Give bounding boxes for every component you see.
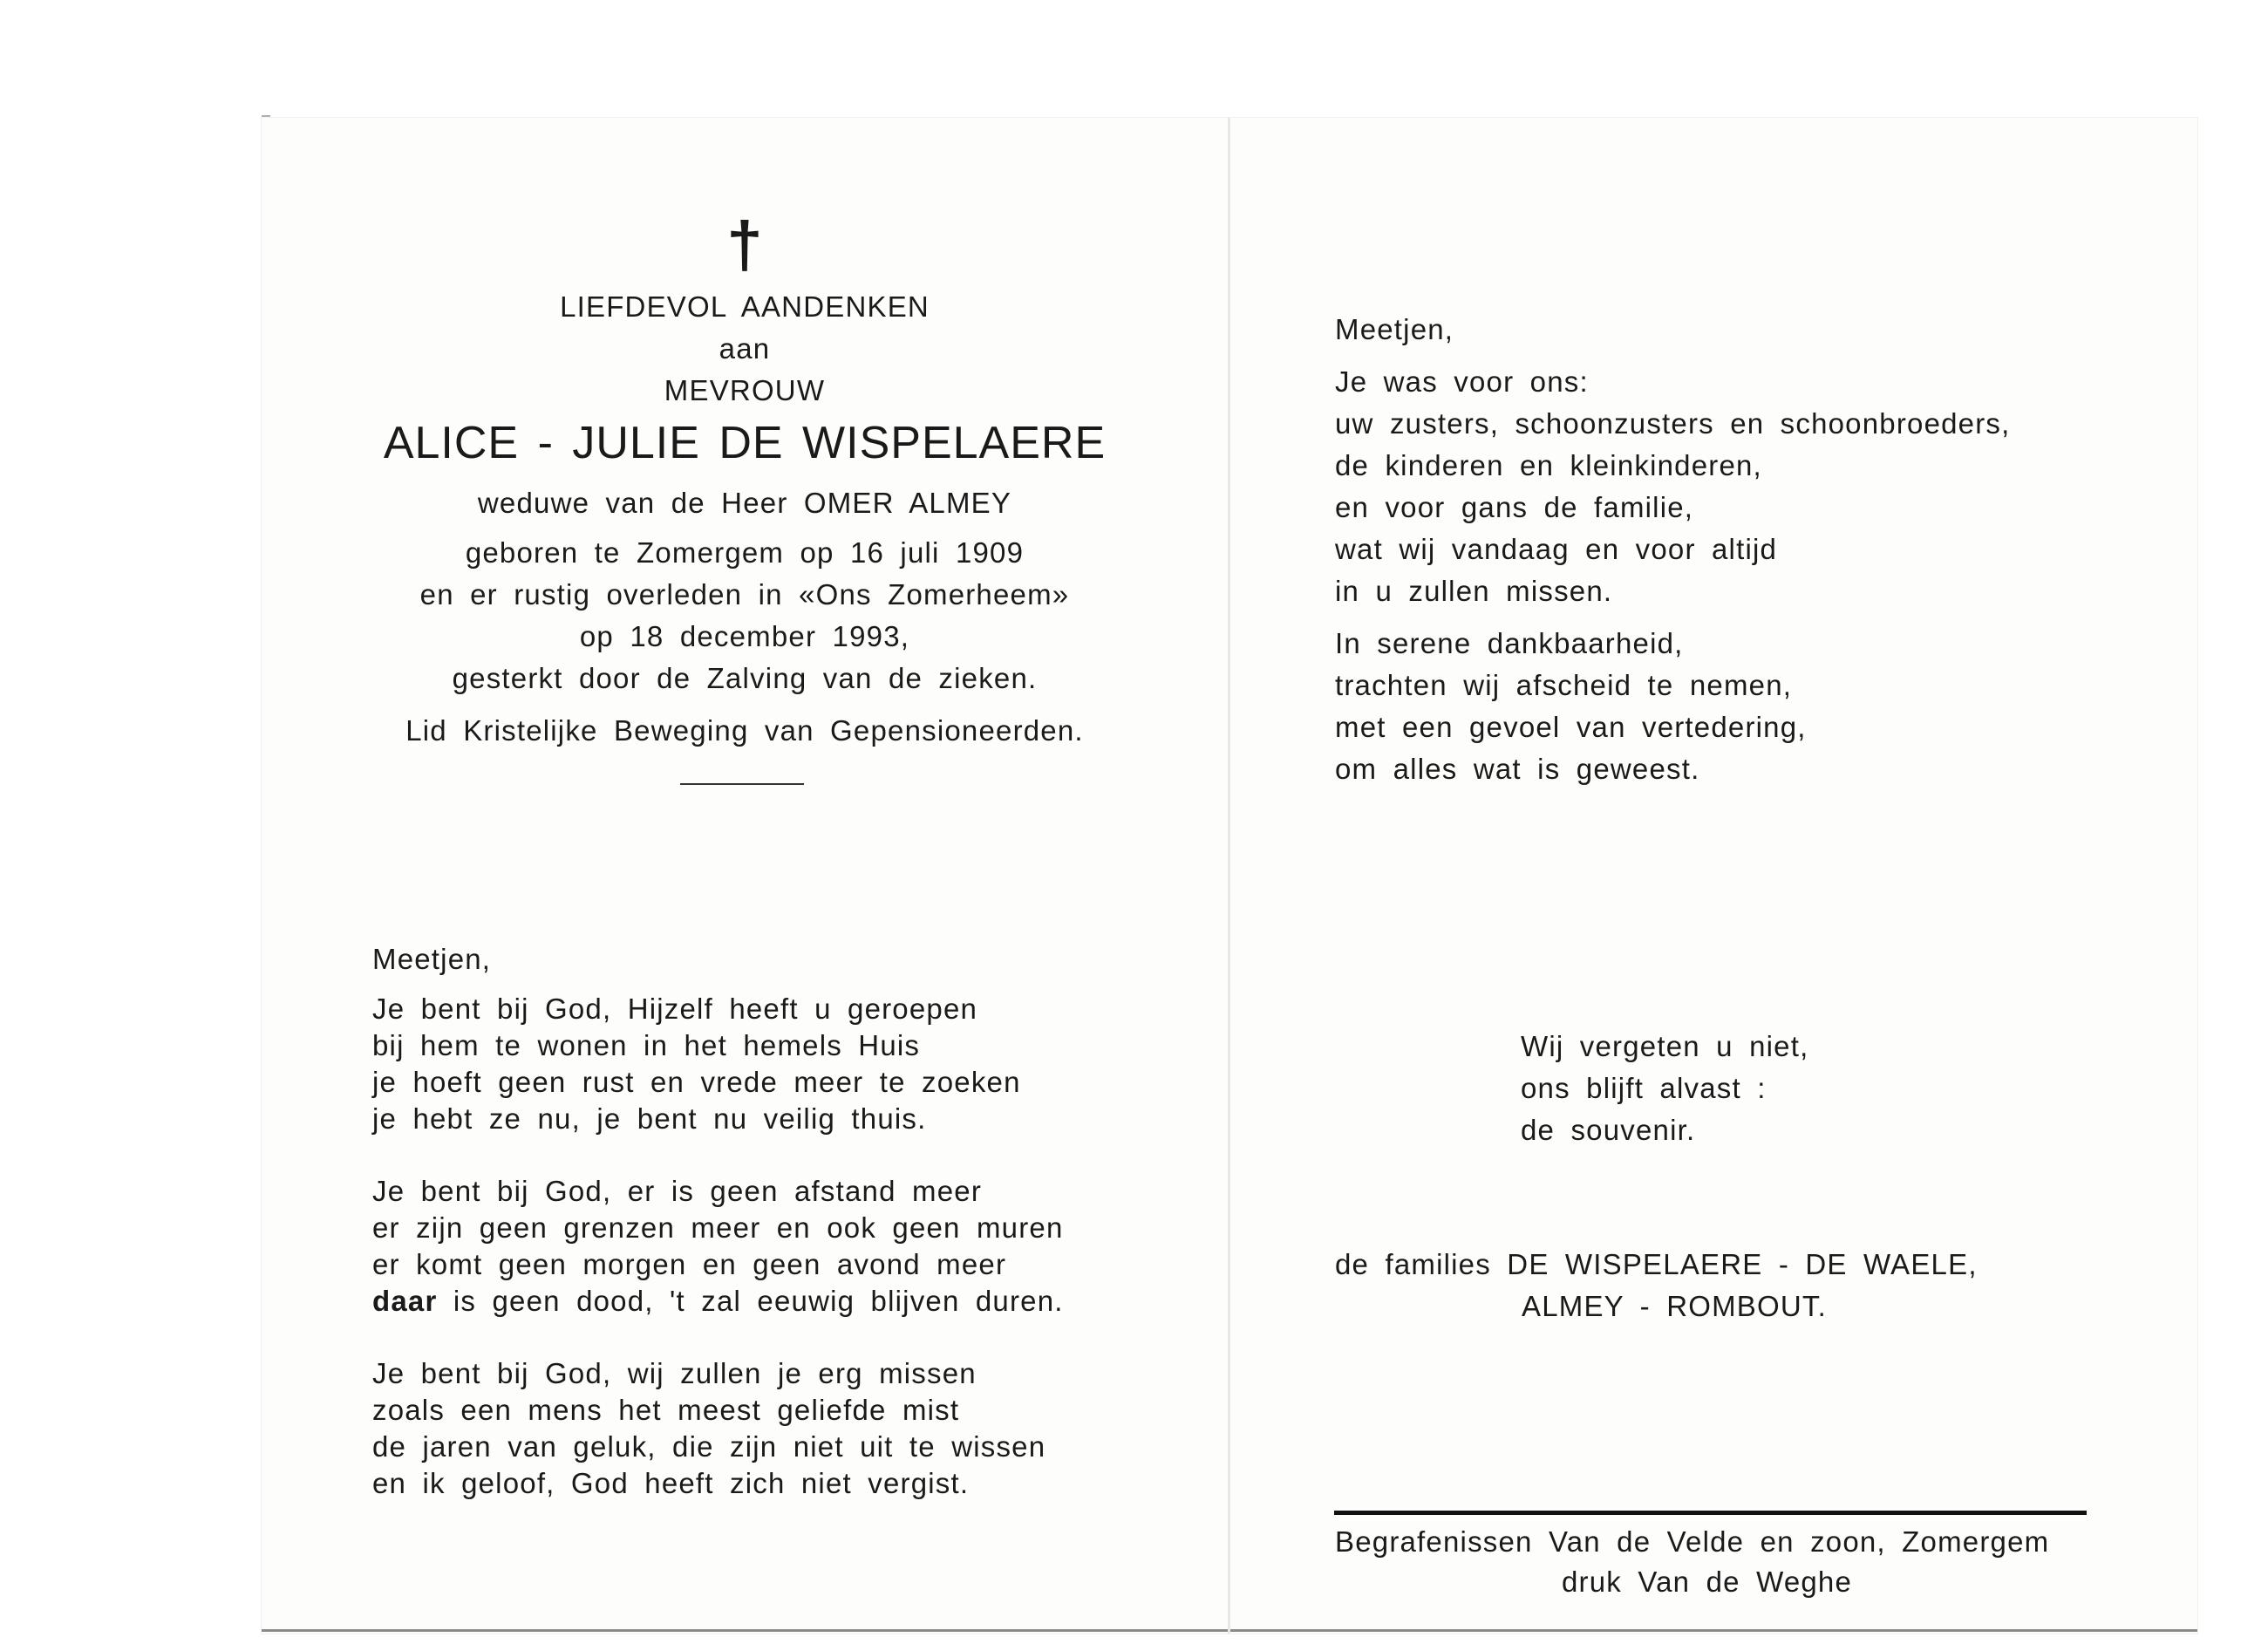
stanza1-line-4: je hebt ze nu, je bent nu veilig thuis. bbox=[372, 1102, 927, 1135]
bio-line-3: op 18 december 1993, bbox=[579, 620, 910, 652]
stanza2-line-4 bbox=[372, 1284, 1064, 1319]
para2-line-2: trachten wij afscheid te nemen, bbox=[1335, 669, 1793, 701]
heading-line-3: MEVROUW bbox=[664, 374, 826, 406]
stanza1-line-1: Je bent bij God, Hijzelf heeft u geroepen bbox=[372, 993, 978, 1025]
deceased-name: ALICE - JULIE DE WISPELAERE bbox=[383, 418, 1107, 468]
heading-line-2: aan bbox=[719, 332, 771, 365]
para1-line-3: de kinderen en kleinkinderen, bbox=[1335, 449, 1762, 481]
heading-line-1: LIEFDEVOL AANDENKEN bbox=[560, 290, 930, 323]
para2-line-1: In serene dankbaarheid, bbox=[1335, 627, 1684, 659]
right-greeting: Meetjen, bbox=[1335, 313, 1454, 345]
poem-greeting: Meetjen, bbox=[372, 943, 492, 975]
para1-line-6: in u zullen missen. bbox=[1335, 575, 1613, 607]
stanza2-line-4-rest: is geen dood, 't zal eeuwig blijven duren. bbox=[437, 1285, 1064, 1317]
families-line-2: ALMEY - ROMBOUT. bbox=[1522, 1290, 1827, 1322]
stanza3-line-1: Je bent bij God, wij zullen je erg missen bbox=[372, 1357, 977, 1389]
stanza2-bold-word: daar bbox=[372, 1285, 438, 1317]
para1-line-5: wat wij vandaag en voor altijd bbox=[1335, 533, 1778, 565]
stanza2-line-3: er komt geen morgen en geen avond meer bbox=[372, 1248, 1007, 1280]
footer-line-1: Begrafenissen Van de Velde en zoon, Zomergem bbox=[1335, 1525, 2050, 1558]
souvenir-line-2: ons blijft alvast : bbox=[1521, 1072, 1767, 1104]
stanza3-line-4: en ik geloof, God heeft zich niet vergist. bbox=[372, 1467, 970, 1499]
bio-line-1: geboren te Zomergem op 16 juli 1909 bbox=[465, 536, 1025, 569]
right-panel bbox=[1230, 0, 2197, 1651]
widow-line: weduwe van de Heer OMER ALMEY bbox=[477, 487, 1012, 519]
para2-line-3: met een gevoel van vertedering, bbox=[1335, 711, 1807, 743]
souvenir-line-3: de souvenir. bbox=[1521, 1114, 1696, 1146]
para2-line-4: om alles wat is geweest. bbox=[1335, 753, 1700, 785]
souvenir-line-1: Wij vergeten u niet, bbox=[1521, 1030, 1809, 1062]
stanza2-line-1: Je bent bij God, er is geen afstand meer bbox=[372, 1175, 983, 1207]
footer-divider bbox=[1334, 1511, 2087, 1515]
footer-line-2: druk Van de Weghe bbox=[1562, 1566, 1853, 1598]
para1-line-1: Je was voor ons: bbox=[1335, 365, 1589, 398]
cross-icon: † bbox=[726, 208, 763, 281]
stanza1-line-3: je hoeft geen rust en vrede meer te zoeken bbox=[372, 1066, 1021, 1098]
divider-short bbox=[680, 783, 804, 785]
membership-line: Lid Kristelijke Beweging van Gepensioneerden. bbox=[405, 714, 1084, 747]
bio-line-4: gesterkt door de Zalving van de zieken. bbox=[452, 662, 1038, 694]
stanza3-line-3: de jaren van geluk, die zijn niet uit te wissen bbox=[372, 1430, 1046, 1463]
stanza3-line-2: zoals een mens het meest geliefde mist bbox=[372, 1394, 960, 1426]
stanza1-line-2: bij hem te wonen in het hemels Huis bbox=[372, 1029, 921, 1061]
families-line-1: de families DE WISPELAERE - DE WAELE, bbox=[1335, 1248, 1978, 1280]
para1-line-2: uw zusters, schoonzusters en schoonbroeders, bbox=[1335, 407, 2011, 440]
bio-line-2: en er rustig overleden in «Ons Zomerheem» bbox=[419, 578, 1070, 611]
para1-line-4: en voor gans de familie, bbox=[1335, 491, 1694, 523]
left-panel bbox=[262, 0, 1228, 1651]
stanza2-line-2: er zijn geen grenzen meer en ook geen muren bbox=[372, 1211, 1064, 1244]
